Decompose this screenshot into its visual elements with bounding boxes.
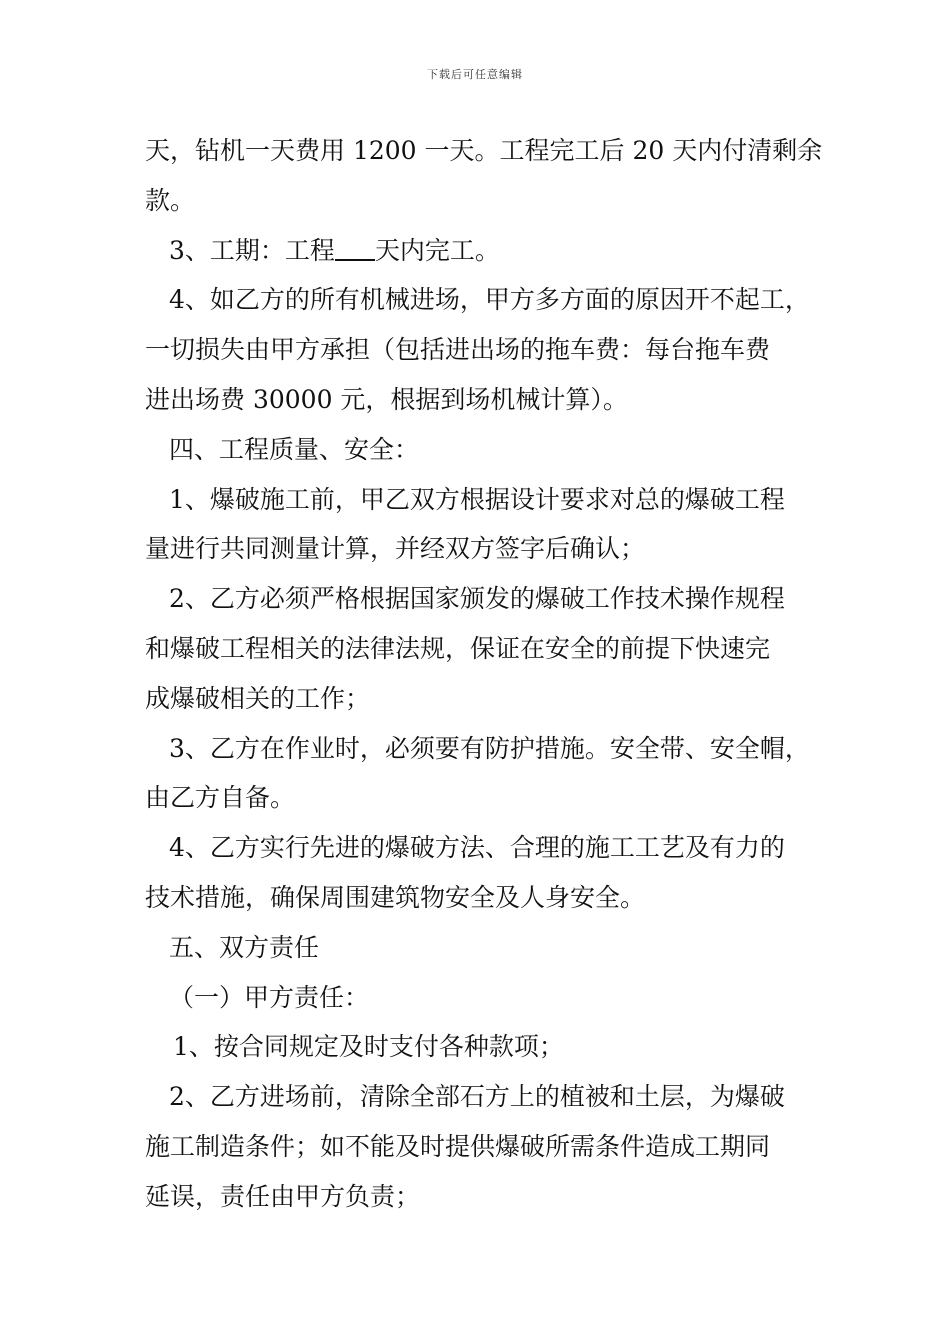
paragraph-line: 延误，责任由甲方负责； bbox=[145, 1181, 421, 1211]
paragraph-line: 1、爆破施工前，甲乙双方根据设计要求对总的爆破工程 bbox=[169, 484, 785, 514]
paragraph-line: 技术措施，确保周围建筑物安全及人身安全。 bbox=[145, 882, 646, 912]
paragraph-line: 一切损失由甲方承担（包括进出场的拖车费：每台拖车费 bbox=[145, 335, 771, 365]
paragraph-line: 成爆破相关的工作； bbox=[145, 683, 371, 713]
paragraph-line-schedule bbox=[145, 226, 815, 276]
paragraph-line: 4、如乙方的所有机械进场，甲方多方面的原因开不起工， bbox=[169, 285, 810, 315]
schedule-text-before: 3、工期：工程 bbox=[169, 235, 335, 265]
paragraph-line: 2、乙方必须严格根据国家颁发的爆破工作技术操作规程 bbox=[169, 584, 785, 614]
paragraph-line: 2、乙方进场前，清除全部石方上的植被和土层，为爆破 bbox=[169, 1082, 785, 1112]
section-heading: 五、双方责任 bbox=[169, 932, 320, 962]
paragraph-line: 量进行共同测量计算，并经双方签字后确认； bbox=[145, 534, 646, 564]
paragraph-line: 由乙方自备。 bbox=[145, 783, 296, 813]
document-body bbox=[145, 126, 823, 1222]
paragraph-line: 1、按合同规定及时支付各种款项； bbox=[173, 1032, 564, 1062]
schedule-text-after: 天内完工。 bbox=[374, 235, 500, 265]
paragraph-line: 4、乙方实行先进的爆破方法、合理的施工工艺及有力的 bbox=[169, 833, 785, 863]
subsection-heading: （一）甲方责任： bbox=[169, 982, 370, 1012]
paragraph-line: 天，钻机一天费用 1200 一天。工程完工后 20 天内付清剩余 bbox=[145, 136, 823, 165]
page-header: 下载后可任意编辑 bbox=[427, 68, 523, 81]
blank-underline bbox=[335, 237, 375, 261]
paragraph-line: 进出场费 30000 元，根据到场机械计算）。 bbox=[145, 384, 628, 414]
paragraph-line: 3、乙方在作业时，必须要有防护措施。安全带、安全帽， bbox=[169, 733, 810, 763]
paragraph-line: 施工制造条件；如不能及时提供爆破所需条件造成工期同 bbox=[145, 1131, 771, 1161]
section-heading: 四、工程质量、安全： bbox=[169, 434, 420, 464]
paragraph-line: 和爆破工程相关的法律法规，保证在安全的前提下快速完 bbox=[145, 633, 771, 663]
paragraph-line: 款。 bbox=[145, 185, 196, 215]
